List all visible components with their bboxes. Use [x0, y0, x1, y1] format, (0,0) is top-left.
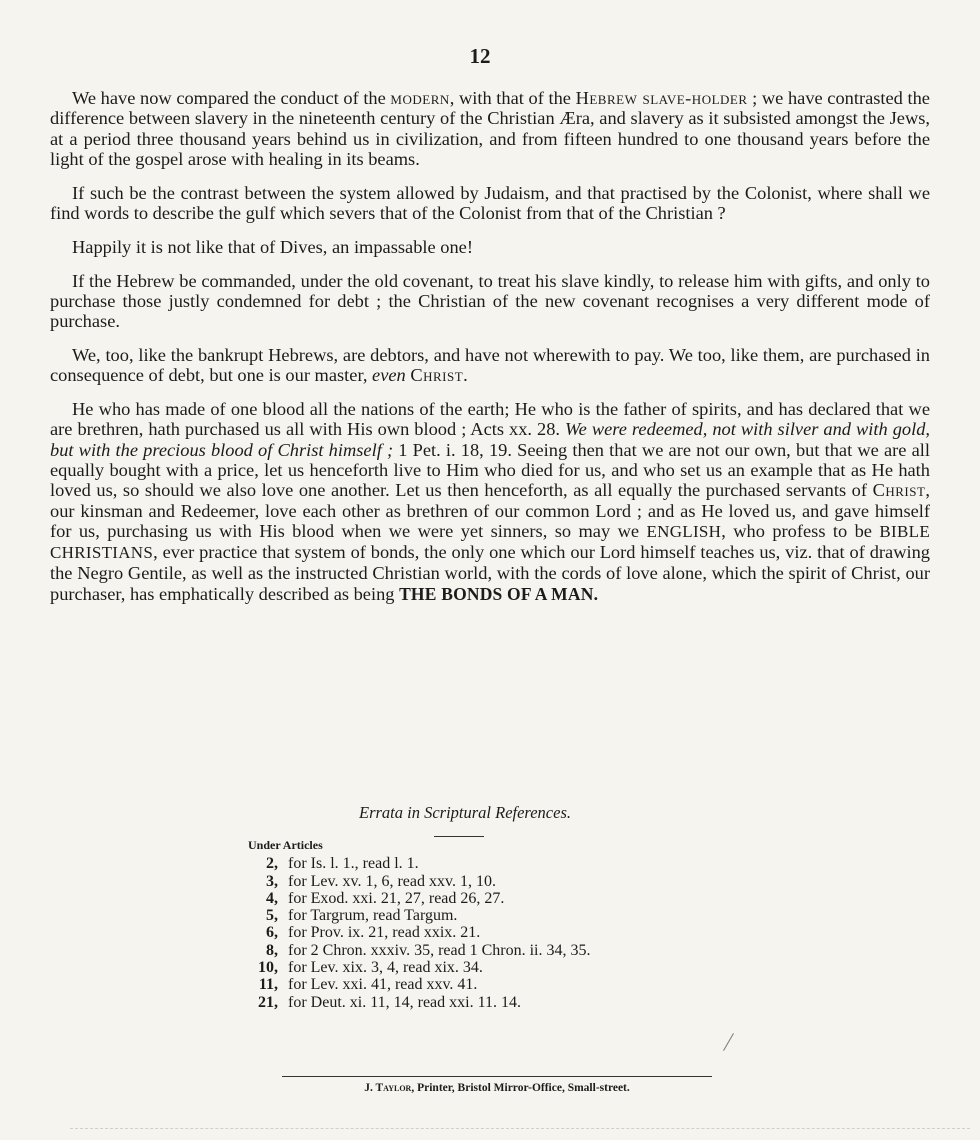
errata-item — [248, 907, 718, 924]
paragraph-6-text-e: , our kinsman and Redeemer, love each other as brethren of our common Lord ; and as He loved us, and gave himself for us, purchasing us with His blood when we were yet sinners, so may we — [50, 480, 930, 541]
errata-article: 5, — [266, 907, 278, 925]
errata-item — [248, 942, 718, 959]
errata-text: for Is. l. 1., read l. 1. — [288, 855, 419, 873]
errata-text: for Lev. xix. 3, 4, read xix. 34. — [288, 959, 483, 977]
paragraph-5-text-a: We, too, like the bankrupt Hebrews, are debtors, and have not wherewith to pay. We too, like them, are purchased in consequence of debt, but one is our master, — [50, 344, 930, 386]
errata-article: 11, — [258, 976, 278, 994]
scan-edge-line — [70, 1128, 970, 1129]
modern-term: modern — [390, 88, 450, 108]
bonds-of-a-man-term: THE BONDS OF A MAN. — [399, 583, 599, 604]
paragraph-6 — [50, 399, 930, 604]
paragraph-1-text-a: We have now compared the conduct of the — [72, 88, 391, 108]
errata-item — [248, 890, 718, 907]
paragraph-6-text-a: He who has made of one blood all the nations of the earth; He who is the father of spirits, and has declared that we are brethren, hath purchased us all with His own blood ; Acts xx. 28. — [50, 399, 930, 440]
body-text — [50, 88, 930, 618]
errata-item — [248, 855, 718, 872]
errata-text: for Deut. xi. 11, 14, read xxi. 11. 14. — [288, 993, 521, 1011]
printer-imprint — [0, 1082, 980, 1094]
christ-term-2: Christ — [872, 480, 926, 501]
errata-article: 3, — [266, 872, 278, 890]
errata-item — [248, 924, 718, 941]
paragraph-1 — [50, 88, 930, 169]
even-italic: even — [372, 365, 406, 386]
errata-article: 8, — [266, 941, 278, 959]
errata-article: 4, — [266, 889, 278, 907]
printer-details: , Printer, Bristol Mirror-Office, Small-street. — [411, 1082, 630, 1094]
errata-text: for Lev. xv. 1, 6, read xxv. 1, 10. — [288, 872, 496, 890]
errata-title: Errata in Scriptural References. — [358, 803, 572, 822]
errata-item — [248, 976, 718, 993]
printer-name: J. Taylor — [364, 1082, 412, 1094]
errata-text: for Lev. xxi. 41, read xxv. 41. — [288, 976, 478, 994]
paragraph-6-text-c: 1 Pet. i. 18, 19. Seeing then that we are not our own, but that we are all equally bought with a price, let us henceforth live to Him who died for us, and who set us an example that as He hath loved us, so should we also love one another. Let us then henceforth, as all equally the purchased servants of — [50, 439, 930, 501]
errata-article: 6, — [266, 924, 278, 942]
errata-item — [248, 959, 718, 976]
errata-text: for 2 Chron. xxxiv. 35, read 1 Chron. ii. 34, 35. — [288, 941, 591, 959]
errata-list — [248, 837, 718, 1011]
printer-divider — [282, 1076, 712, 1077]
errata-text: for Targrum, read Targum. — [288, 907, 458, 925]
bible-christians-term: BIBLE CHRISTIANS — [50, 521, 930, 563]
errata-text: for Exod. xxi. 21, 27, read 26, 27. — [288, 889, 505, 907]
paragraph-5 — [50, 345, 930, 386]
errata-article: 2, — [266, 855, 278, 873]
errata-item — [248, 873, 718, 890]
paragraph-5-text-e: . — [463, 365, 468, 386]
hebrew-slaveholder-term: Hebrew slave-holder — [575, 88, 748, 108]
errata-text: for Prov. ix. 21, read xxix. 21. — [288, 924, 481, 942]
errata-header: Under Articles — [248, 838, 323, 852]
paragraph-4: If the Hebrew be commanded, under the old covenant, to treat his slave kindly, to release him with gifts, and only to purchase those justly condemned for debt ; the Christian of the new covenant recognises a very different mode of purchase. — [50, 270, 930, 332]
errata-item — [248, 994, 718, 1011]
paragraph-2: If such be the contrast between the system allowed by Judaism, and that practised by the Colonist, where shall we find words to describe the gulf which severs that of the Colonist from that of the Christian ? — [50, 182, 930, 223]
paragraph-6-text-i: , ever practice that system of bonds, the only one which our Lord himself teaches us, viz. that of drawing the Negro Gentile, as well as the instructed Christian world, with the cords of love alone, which the spirit of Christ, our purchaser, has emphatically described as being — [50, 542, 930, 604]
christ-term: Christ — [410, 365, 464, 386]
errata-article: 21, — [258, 993, 278, 1011]
paragraph-1-text-c: , with that of the — [449, 88, 576, 108]
errata-article: 10, — [258, 959, 278, 977]
paragraph-6-text-g: , who profess to be — [721, 520, 880, 541]
paragraph-3: Happily it is not like that of Dives, an impassable one! — [72, 236, 473, 257]
paragraph-1-text-e: ; we have contrasted the difference between slavery in the nineteenth century of the Christian Æra, and slavery as it subsisted amongst the Jews, at a period three thousand years behind us in civilization, and from fifteen hundred to one thousand years before the light of the gospel arose with healing in its beams. — [50, 88, 930, 169]
english-term: ENGLISH — [646, 521, 722, 541]
page-number: 12 — [469, 44, 491, 68]
scripture-quote-italic: We were redeemed, not with silver and with gold, but with the precious blood of Christ himself ; — [50, 419, 931, 460]
stray-pen-mark — [723, 1033, 734, 1051]
